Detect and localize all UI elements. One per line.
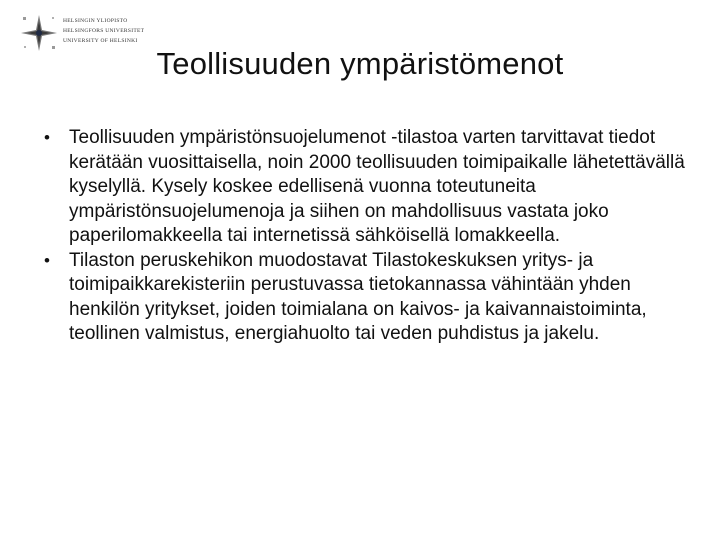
university-name-line: UNIVERSITY OF HELSINKI: [63, 38, 138, 44]
bullet-text: Teollisuuden ympäristönsuojelumenot -tilastoa varten tarvittavat tiedot kerätään vuosittaisella, noin 2000 teollisuuden toimipaikalle lähetettävällä kyselyllä. Kysely koskee edellisenä vuonna toteutuneita ympäristönsuojelumenoja ja siihen on mahdollisuus vastata joko paperilomakkeella tai internetissä sähköisellä lomakkeella.: [69, 127, 685, 246]
bullet-item: [44, 126, 694, 249]
bullet-marker: •: [44, 128, 50, 147]
university-name: [63, 16, 153, 46]
bullet-marker: •: [44, 250, 50, 270]
bullet-item: [44, 249, 694, 347]
university-name-line: HELSINGFORS UNIVERSITET: [63, 28, 145, 34]
university-name-line: HELSINGIN YLIOPISTO: [63, 18, 128, 24]
slide-title: Teollisuuden ympäristömenot: [156, 46, 564, 81]
bullet-text: Tilaston peruskehikon muodostavat Tilastokeskuksen yritys- ja toimipaikkarekisteriin perustuvassa tietokannassa vähintään yhden henkilön yritykset, joiden toimialana on kaivos- ja kaivannaistoiminta, teollinen valmistus, energiahuolto tai veden puhdistus ja jakelu.: [69, 249, 647, 344]
bullet-list: [44, 126, 694, 347]
